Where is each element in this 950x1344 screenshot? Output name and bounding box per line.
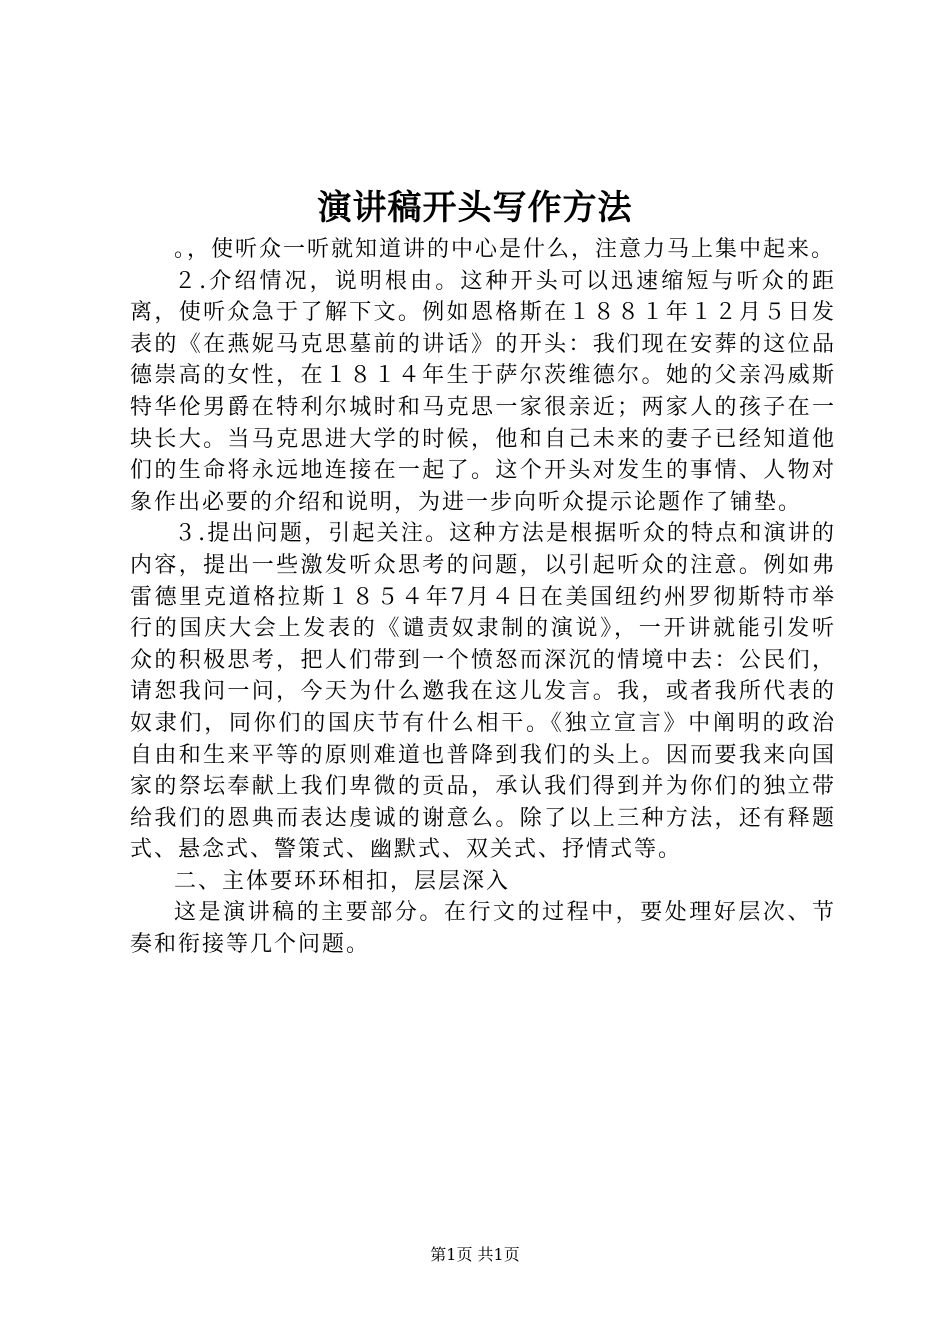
paragraph: 。，使听众一听就知道讲的中心是什么，注意力马上集中起来。 bbox=[174, 237, 836, 262]
document-body bbox=[130, 234, 836, 961]
paragraph: 这是演讲稿的主要部分。在行文的过程中，要处理好层次、节奏和衔接等几个问题。 bbox=[130, 900, 836, 958]
paragraph: ２.介绍情况，说明根由。这种开头可以迅速缩短与听众的距离，使听众急于了解下文。例如恩格斯在１８８１年１２月５日发表的《在燕妮马克思墓前的讲话》的开头：我们现在安葬的这位品德崇高的女性，在１８１４年生于萨尔茨维德尔。她的父亲冯威斯特华伦男爵在特利尔城时和马克思一家很亲近；两家人的孩子在一块长大。当马克思进大学的时候，他和自己未来的妻子已经知道他们的生命将永远地连接在一起了。这个开头对发生的事情、人物对象作出必要的介绍和说明，为进一步向听众提示论题作了铺垫。 bbox=[130, 268, 836, 515]
section-heading: 二、主体要环环相扣，层层深入 bbox=[174, 868, 511, 894]
document-title: 演讲稿开头写作方法 bbox=[317, 188, 633, 228]
page-footer: 第1页 共1页 bbox=[430, 1245, 520, 1264]
paragraph: ３.提出问题，引起关注。这种方法是根据听众的特点和演讲的内容，提出一些激发听众思考的问题，以引起听众的注意。例如弗雷德里克道格拉斯１８５４年7月４日在美国纽约州罗彻斯特市举行的国庆大会上发表的《谴责奴隶制的演说》，一开讲就能引发听众的积极思考，把人们带到一个愤怒而深沉的情境中去：公民们，请恕我问一问，今天为什么邀我在这儿发言。我，或者我所代表的奴隶们，同你们的国庆节有什么相干。《独立宣言》中阐明的政治自由和生来平等的原则难道也普降到我们的头上。因而要我来向国家的祭坛奉献上我们卑微的贡品，承认我们得到并为你们的独立带给我们的恩典而表达虔诚的谢意么。除了以上三种方法，还有释题式、悬念式、警策式、幽默式、双关式、抒情式等。 bbox=[130, 521, 836, 863]
